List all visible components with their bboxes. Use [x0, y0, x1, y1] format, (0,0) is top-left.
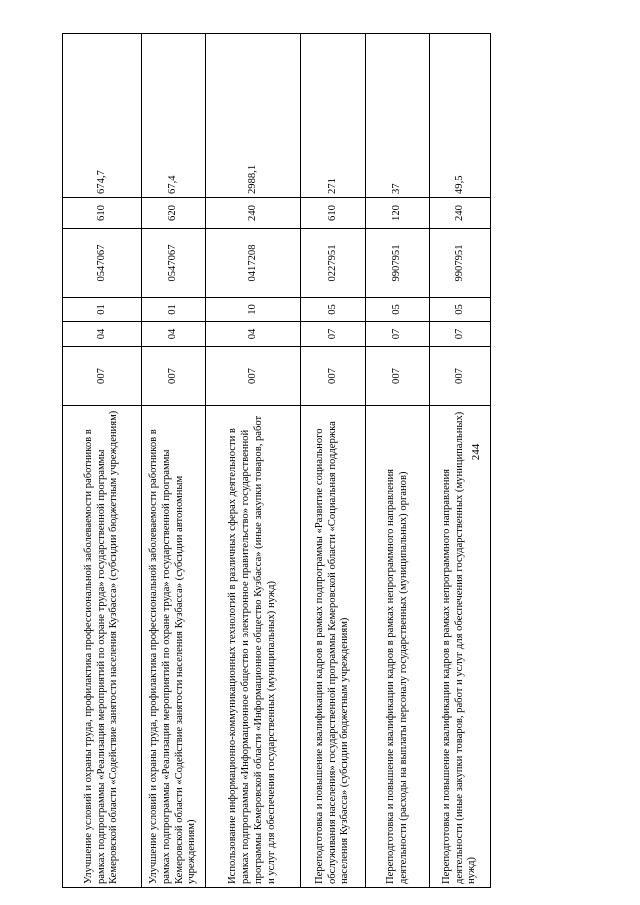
- rotated-table-container: [62, 34, 490, 888]
- target-article: 9907951: [366, 229, 430, 298]
- subsection-code: 05: [301, 298, 366, 322]
- ministry-code: 007: [142, 347, 206, 406]
- row-description: Улучшение условий и охраны труда, профилактика профессиональной заболеваемости работников в рамках подпрограммы «Реализация мероприятий по охране труда» государственной программы Кемеровской области «Содействие занятости населения Кузбасса» (субсидии автономным учреждениям): [142, 406, 206, 888]
- expense-type: 610: [301, 198, 366, 229]
- section-code: 07: [301, 322, 366, 347]
- expense-type: 620: [142, 198, 206, 229]
- amount: 271: [301, 34, 366, 198]
- subsection-code: 01: [142, 298, 206, 322]
- target-article: 0227951: [301, 229, 366, 298]
- target-article: 9907951: [430, 229, 491, 298]
- ministry-code: 007: [430, 347, 491, 406]
- ministry-code: 007: [366, 347, 430, 406]
- page-number: 244: [470, 443, 482, 461]
- table-row: [366, 34, 430, 888]
- row-description: Переподготовка и повышение квалификации кадров в рамках непрограммного направления деятельности (расходы на выплаты персоналу государственных (муниципальных) органов): [366, 406, 430, 888]
- table-row: [430, 34, 491, 888]
- section-code: 07: [366, 322, 430, 347]
- expense-type: 610: [63, 198, 142, 229]
- table-row: [142, 34, 206, 888]
- table-row: [63, 34, 142, 888]
- target-article: 0417208: [206, 229, 301, 298]
- section-code: 04: [206, 322, 301, 347]
- amount: 674,7: [63, 34, 142, 198]
- expense-type: 240: [430, 198, 491, 229]
- amount: 37: [366, 34, 430, 198]
- expense-type: 240: [206, 198, 301, 229]
- table-row: [206, 34, 301, 888]
- table-row: [301, 34, 366, 888]
- row-description: Переподготовка и повышение квалификации кадров в рамках непрограммного направления деятельности (иные закупки товаров, работ и услуг для обеспечения государственных (муниципальных) нужд): [430, 406, 491, 888]
- section-code: 07: [430, 322, 491, 347]
- ministry-code: 007: [63, 347, 142, 406]
- amount: 49,5: [430, 34, 491, 198]
- target-article: 0547067: [142, 229, 206, 298]
- row-description: Переподготовка и повышение квалификации кадров в рамках подпрограммы «Развитие социального обслуживания населения» государственной программы Кемеровской области «Социальная поддержка населения Кузбасса» (субсидии бюджетным учреждениям): [301, 406, 366, 888]
- target-article: 0547067: [63, 229, 142, 298]
- subsection-code: 01: [63, 298, 142, 322]
- amount: 67,4: [142, 34, 206, 198]
- row-description: Использование информационно-коммуникационных технологий в различных сферах деятельности в рамках подпрограммы «Информационное общество и электронное правительство» государственной программы Кемеровской области «Информационное общество Кузбасса» (иные закупки товаров, работ и услуг для обеспечения государственных (муниципальных) нужд): [206, 406, 301, 888]
- expense-type: 120: [366, 198, 430, 229]
- subsection-code: 10: [206, 298, 301, 322]
- row-description: Улучшение условий и охраны труда, профилактика профессиональной заболеваемости работников в рамках подпрограммы «Реализация мероприятий по охране труда» государственной программы Кемеровской области «Содействие занятости населения Кузбасса» (субсидии бюджетным учреждениям): [63, 406, 142, 888]
- ministry-code: 007: [206, 347, 301, 406]
- amount: 2988,1: [206, 34, 301, 198]
- subsection-code: 05: [430, 298, 491, 322]
- ministry-code: 007: [301, 347, 366, 406]
- subsection-code: 05: [366, 298, 430, 322]
- section-code: 04: [63, 322, 142, 347]
- budget-table: [62, 33, 491, 888]
- section-code: 04: [142, 322, 206, 347]
